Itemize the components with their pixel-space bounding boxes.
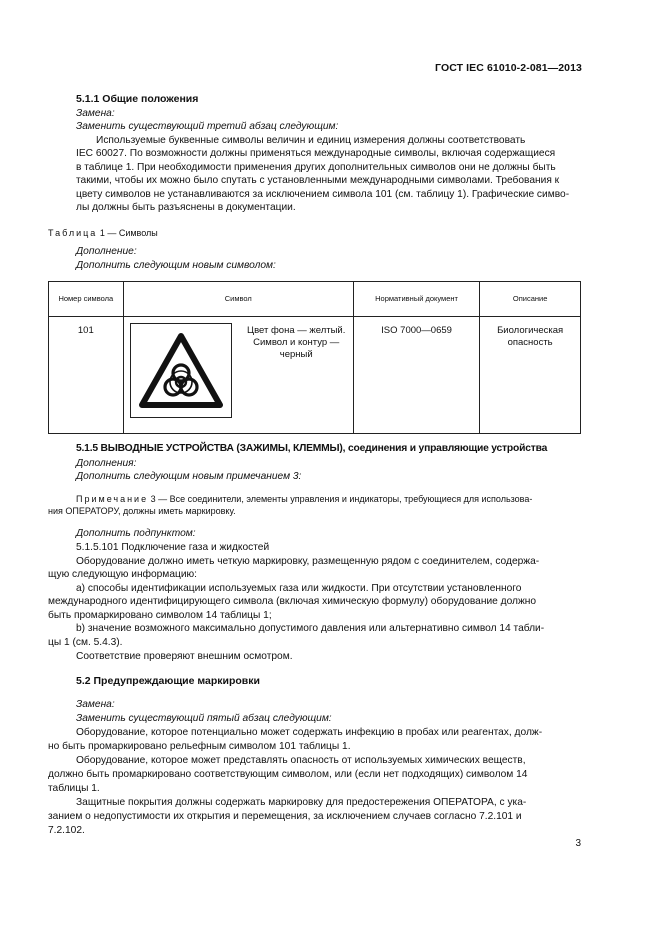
paragraph-line: международного идентифицирующего символа (включая химическую формулу) оборудование должно: [48, 596, 537, 607]
table-caption: [48, 227, 158, 239]
note-line: ния ОПЕРАТОРУ, должны иметь маркировку.: [48, 506, 236, 516]
replace-instruction: Заменить существующий третий абзац следующим:: [76, 121, 339, 132]
paragraph-line: Оборудование, которое потенциально может содержать инфекцию в пробах или реагентах, долж-: [76, 727, 543, 738]
col-header-symbol: Символ: [123, 282, 353, 317]
section-heading-5-1-1: 5.1.1 Общие положения: [76, 93, 199, 105]
standard-ref: ISO 7000—0659: [353, 317, 479, 434]
paragraph-line: Защитные покрытия должны содержать маркировку для предостережения ОПЕРАТОРА, с ука-: [76, 797, 527, 808]
addition-label: Дополнение:: [76, 246, 137, 257]
col-header-number: Номер символа: [49, 282, 124, 317]
paragraph-line: Используемые буквенные символы величин и единиц измерения должны соответствовать: [96, 135, 526, 146]
page-number: 3: [575, 838, 581, 849]
table-row: [49, 317, 581, 434]
paragraph-line: Оборудование, которое может представлять опасность от используемых химических веществ,: [76, 755, 526, 766]
replace-label: Замена:: [76, 699, 115, 710]
note-text: 3 — Все соединители, элементы управления и индикаторы, требующиеся для использова-: [150, 494, 533, 504]
additions-label: Дополнения:: [76, 458, 137, 469]
symbol-description: Биологическая опасность: [480, 317, 581, 434]
table-header-row: [49, 282, 581, 317]
section-heading-5-1-5: 5.1.5 ВЫВОДНЫЕ УСТРОЙСТВА (ЗАЖИМЫ, КЛЕММЫ), соединения и управляющие устройства: [76, 443, 548, 454]
paragraph-line: таблицы 1.: [48, 783, 100, 794]
sub-instruction: Дополнить подпунктом:: [76, 528, 196, 539]
paragraph-line: цы 1 (см. 5.4.3).: [48, 637, 123, 648]
paragraph-line: Соответствие проверяют внешним осмотром.: [76, 651, 293, 662]
paragraph-line: b) значение возможного максимально допустимого давления или альтернативно символ 14 табли-: [76, 623, 545, 634]
replace-instruction: Заменить существующий пятый абзац следующим:: [76, 713, 332, 724]
paragraph-line: лы должны быть разъяснены в документации.: [76, 202, 296, 213]
col-header-description: Описание: [480, 282, 581, 317]
symbols-table: [48, 281, 581, 434]
additions-instruction: Дополнить следующим новым примечанием 3:: [76, 471, 302, 482]
paragraph-line: занием о недопустимости их открытия и перемещения, за исключением случаев согласно 7.2.101 и: [48, 811, 522, 822]
addition-instruction: Дополнить следующим новым символом:: [76, 260, 276, 271]
symbol-frame: [130, 323, 232, 418]
subsection-heading-5-1-5-101: 5.1.5.101 Подключение газа и жидкостей: [76, 542, 270, 553]
paragraph-line: щую следующую информацию:: [48, 569, 197, 580]
doc-header: ГОСТ IEC 61010-2-081—2013: [435, 62, 582, 74]
table-caption-prefix: Таблица: [48, 228, 98, 238]
symbol-number: 101: [49, 317, 124, 434]
paragraph-line: a) способы идентификации используемых газа или жидкости. При отсутствии установленного: [76, 583, 522, 594]
paragraph-line: быть промаркировано символом 14 таблицы 1;: [48, 610, 272, 621]
paragraph-line: IEC 60027. По возможности должны применяться международные символы, включая содержащиеся: [76, 148, 556, 159]
section-heading-5-2: 5.2 Предупреждающие маркировки: [76, 675, 260, 687]
note-prefix: Примечание: [76, 494, 149, 504]
biohazard-warning-icon: [138, 332, 224, 410]
paragraph-line: но быть промаркировано рельефным символом 101 таблицы 1.: [48, 741, 351, 752]
paragraph-line: такими, чтобы их можно было спутать с установленными международными символами. Требования к: [76, 175, 560, 186]
col-header-standard: Нормативный документ: [353, 282, 479, 317]
paragraph-line: в таблице 1. При необходимости применения других дополнительных символов они не должны быть: [76, 162, 556, 173]
replace-label: Замена:: [76, 108, 115, 119]
note-line: [76, 493, 582, 505]
paragraph-line: 7.2.102.: [48, 825, 85, 836]
paragraph-line: цвету символов не устанавливаются за исключением символа 101 (см. таблицу 1). Графические симво-: [76, 189, 570, 200]
table-caption-rest: 1 — Символы: [99, 228, 158, 238]
paragraph-line: должно быть промаркировано соответствующим символом, или (если нет подходящих) символом 14: [48, 769, 528, 780]
paragraph-line: Оборудование должно иметь четкую маркировку, размещенную рядом с соединителем, содержа-: [76, 556, 540, 567]
symbol-color-note: Цвет фона — желтый. Символ и контур — черный: [240, 317, 354, 434]
symbol-cell: [123, 317, 239, 434]
